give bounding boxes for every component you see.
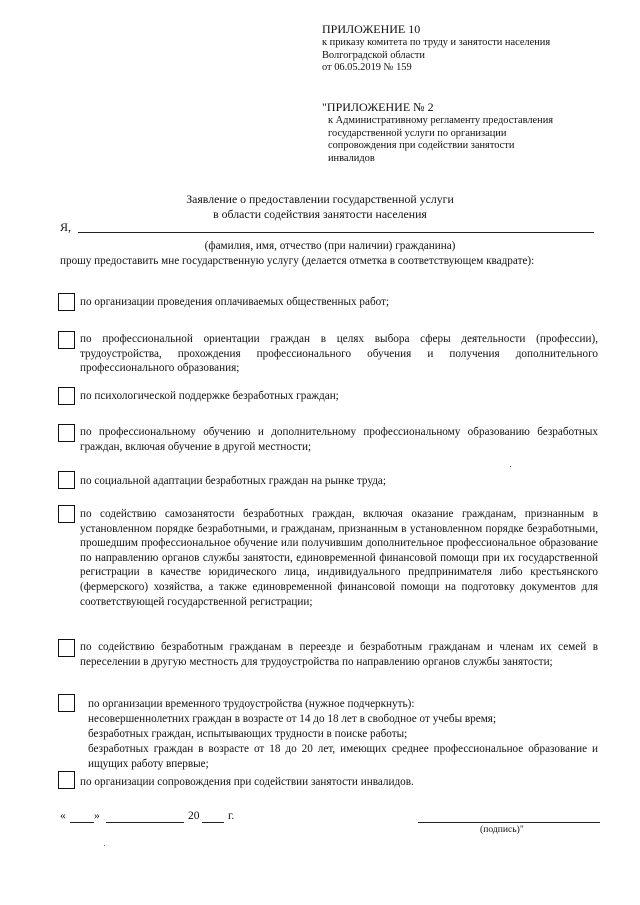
appendix-2-line: государственной услуги по организации (328, 127, 507, 139)
option-text: по профессиональному обучению и дополнительному профессиональному образованию безработных граждан, включая обучение в другой местности; (80, 426, 598, 453)
temp-employment-item[interactable]: безработных граждан, испытывающих трудности в поиске работы; (88, 728, 408, 740)
option-checkbox[interactable] (58, 505, 75, 523)
quote-close: » (94, 810, 100, 822)
year-field[interactable] (202, 822, 224, 823)
appendix-2-header (322, 100, 622, 165)
option-text: по социальной адаптации безработных граждан на рынке труда; (80, 475, 386, 487)
applicant-name-field[interactable] (78, 232, 594, 233)
month-field[interactable] (106, 822, 184, 823)
option-checkbox[interactable] (58, 771, 75, 789)
day-field[interactable] (70, 822, 94, 823)
option-checkbox[interactable] (58, 387, 75, 405)
option-text: по содействию безработным гражданам в переезде и безработным гражданам и членам их семей в переселении в другую местность для трудоустройства по направлению органов службы занятости; (80, 641, 598, 668)
option-checkbox[interactable] (58, 424, 75, 442)
name-hint: (фамилия, имя, отчество (при наличии) гражданина) (204, 240, 456, 252)
appendix-2-line: сопровождения при содействии занятости (328, 140, 515, 152)
option-text: по психологической поддержке безработных граждан; (80, 390, 339, 402)
option-text: по организации временного трудоустройства (нужное подчеркнуть): (88, 698, 415, 710)
appendix-2-title: "ПРИЛОЖЕНИЕ № 2 (322, 100, 434, 114)
statement-title-line-1: Заявление о предоставлении государственной услуги (186, 192, 454, 206)
option-checkbox[interactable] (58, 694, 75, 712)
option-text: по профессиональной ориентации граждан в целях выбора сферы деятельности (профессии), трудоустройства, прохождения профессионального обучения и получения дополнительного профессионального образования; (80, 333, 598, 375)
statement-title-line-2: в области содействия занятости населения (213, 207, 427, 221)
option-text: по организации сопровождения при содействии занятости инвалидов. (80, 776, 414, 788)
year-prefix: 20 (188, 810, 200, 822)
option-text: по содействию самозанятости безработных граждан, включая оказание гражданам, признанным в установленном порядке безработными, и гражданам, признанным в установленном порядке безработными, прошедшим профессиональное обучение или получившим дополнительное профессиональное образование по направлению органов службы занятости, единовременной финансовой помощи при их государственной регистрации в качестве юридического лица, индивидуального предпринимателя либо крестьянского (фермерского) хозяйства, а также единовременной финансовой помощи на подготовку документов для соответствующей государственной регистрации; (80, 508, 598, 608)
option-checkbox[interactable] (58, 471, 75, 489)
i-label: Я, (60, 220, 72, 234)
applicant-name-row (60, 220, 600, 236)
appendix-10-title: ПРИЛОЖЕНИЕ 10 (322, 22, 421, 36)
option-checkbox[interactable] (58, 331, 75, 349)
scan-speck (510, 466, 511, 467)
quote-open: « (60, 810, 66, 822)
option-checkbox[interactable] (58, 293, 75, 311)
appendix-10-line: от 06.05.2019 № 159 (322, 62, 412, 74)
signature-label: (подпись)" (480, 824, 524, 835)
request-text: прошу предоставить мне государственную услугу (делается отметка в соответствующем квадрате): (60, 255, 535, 267)
scan-speck (104, 845, 105, 846)
appendix-10-line: к приказу комитета по труду и занятости населения (322, 37, 551, 48)
temp-employment-item[interactable]: несовершеннолетних граждан в возрасте от 14 до 18 лет в свободное от учебы время; (88, 713, 497, 725)
appendix-2-line: к Административному регламенту предоставления (328, 115, 554, 126)
temp-employment-item[interactable]: безработных граждан в возрасте от 18 до 20 лет, имеющих среднее профессиональное образование и ищущих работу впервые; (88, 743, 598, 770)
year-suffix: г. (228, 810, 235, 822)
appendix-10-header (322, 22, 622, 75)
appendix-10-line: Волгоградской области (322, 49, 425, 61)
option-checkbox[interactable] (58, 639, 75, 657)
appendix-2-line: инвалидов (328, 152, 375, 164)
option-text: по организации проведения оплачиваемых общественных работ; (80, 296, 390, 308)
